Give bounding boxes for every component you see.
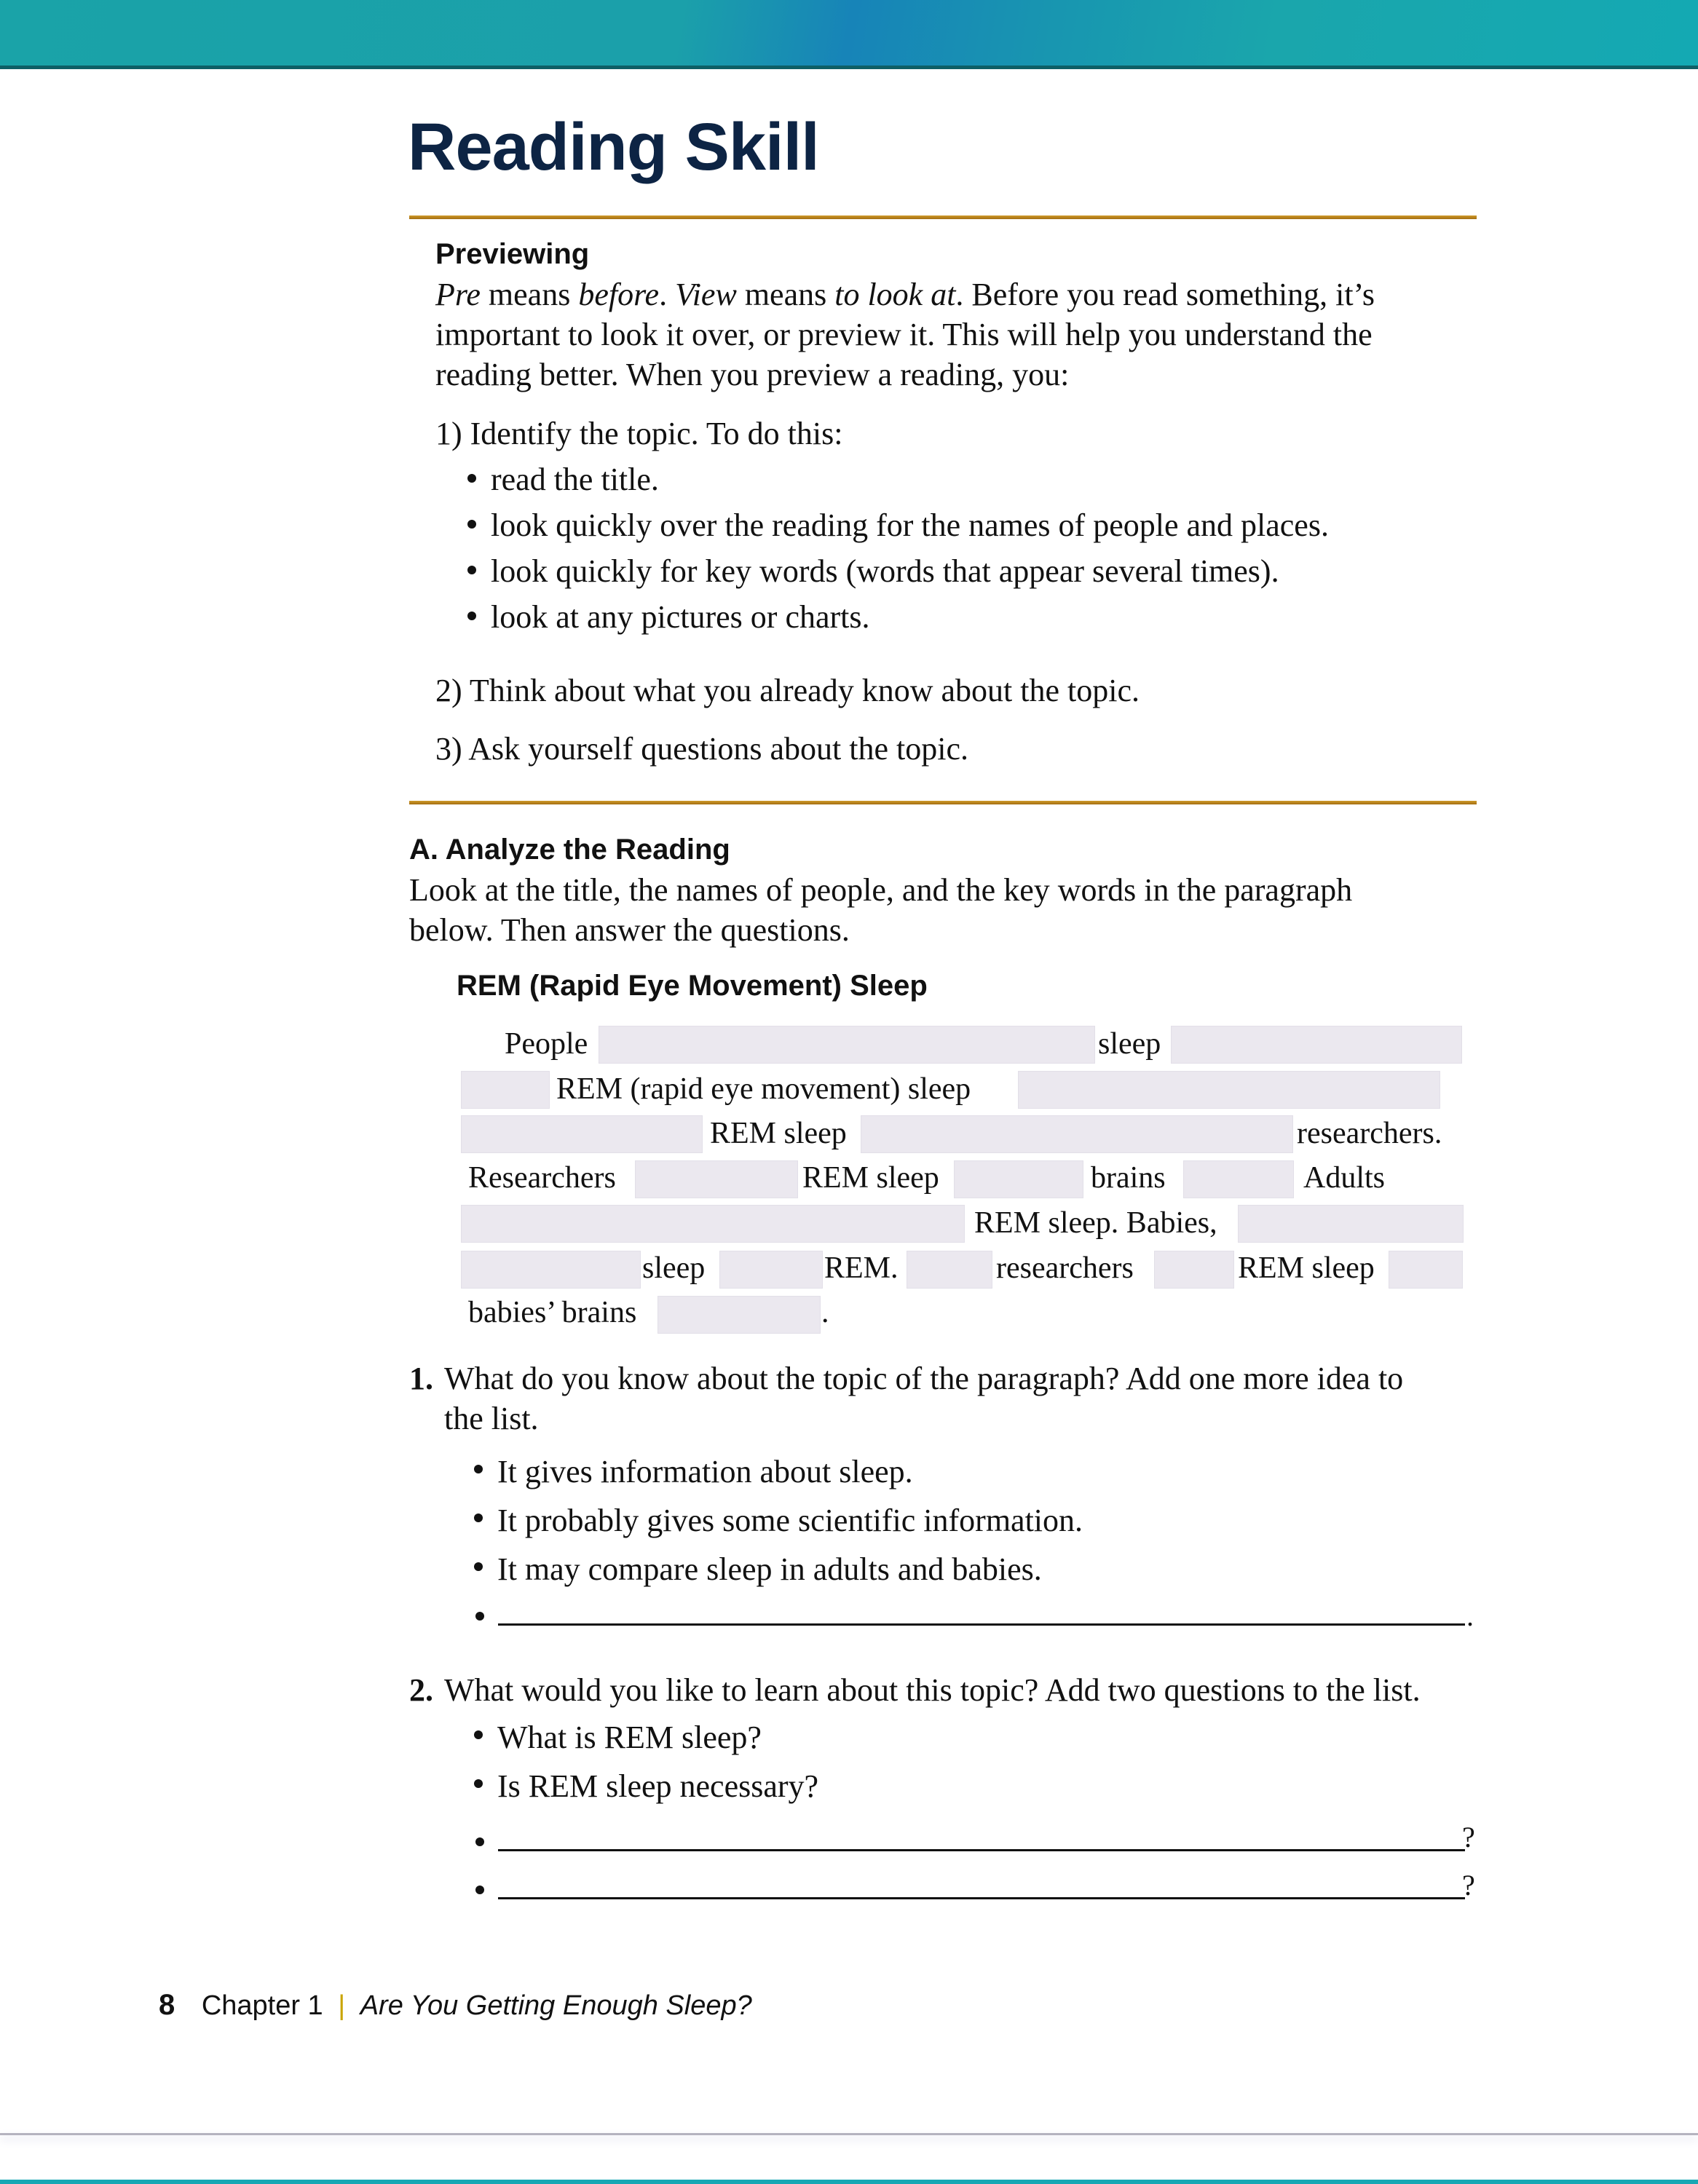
question-text: What do you know about the topic of the paragraph? Add one more idea to	[444, 1361, 1404, 1396]
para-word: People	[505, 1027, 588, 1061]
activity-heading: A. Analyze the Reading	[409, 834, 730, 866]
intro-text: means	[480, 277, 579, 312]
bottom-divider	[409, 801, 1477, 804]
intro-text: .	[659, 277, 676, 312]
page-footer	[159, 1989, 752, 2022]
question-number: 1.	[409, 1361, 433, 1396]
answer-end-punct: ?	[1462, 1869, 1475, 1902]
blank-box	[861, 1115, 1293, 1153]
intro-text: means	[736, 277, 835, 312]
para-word: REM (rapid eye movement) sleep	[556, 1072, 971, 1106]
bottom-band	[0, 2180, 1698, 2184]
step-1-bullets	[465, 456, 1469, 640]
bullet-item: It gives information about sleep.	[471, 1447, 1487, 1496]
question-2	[409, 1670, 1494, 1811]
blank-box	[1389, 1251, 1463, 1289]
para-word: REM sleep. Babies,	[974, 1206, 1217, 1240]
question-text: the list.	[444, 1401, 539, 1436]
bullet-dot	[475, 1837, 484, 1846]
header-band	[0, 0, 1698, 69]
chapter-label: Chapter 1	[201, 1990, 323, 2021]
para-word: babies’ brains	[468, 1296, 637, 1329]
answer-line-q1[interactable]	[498, 1623, 1465, 1626]
bullet-item: Is REM sleep necessary?	[471, 1762, 1494, 1811]
blank-box	[461, 1071, 550, 1109]
page-number: 8	[159, 1989, 175, 2021]
activity-instructions-1: Look at the title, the names of people, and the key words in the paragraph	[409, 872, 1353, 908]
page-edge	[0, 2133, 1698, 2135]
answer-line-q2a[interactable]	[498, 1849, 1465, 1851]
para-word: brains	[1091, 1161, 1166, 1195]
skill-intro-line2: important to look it over, or preview it. This will help you understand the	[435, 317, 1373, 352]
question-text: What would you like to learn about this topic? Add two questions to the list.	[444, 1672, 1421, 1708]
activity-a	[409, 830, 1487, 1006]
blank-box	[1018, 1071, 1440, 1109]
skill-intro-line3: reading better. When you preview a reading, you:	[435, 357, 1070, 392]
blank-box	[658, 1296, 821, 1334]
italic-term: View	[675, 277, 737, 312]
blank-box	[954, 1160, 1083, 1198]
blank-box	[1171, 1026, 1462, 1064]
para-word: sleep	[1098, 1027, 1161, 1061]
intro-text: . Before you read something, it’s	[955, 277, 1375, 312]
answer-line-q2b[interactable]	[498, 1897, 1465, 1899]
bullet-dot	[475, 1886, 484, 1894]
para-word: REM sleep	[710, 1117, 847, 1150]
bullet-item: look at any pictures or charts.	[465, 594, 1469, 640]
italic-term: to look at	[834, 277, 956, 312]
step-1: 1) Identify the topic. To do this:	[435, 416, 843, 451]
reading-title: REM (Rapid Eye Movement) Sleep	[457, 970, 928, 1002]
chapter-title: Are You Getting Enough Sleep?	[360, 1990, 752, 2021]
answer-end-punct: .	[1466, 1599, 1474, 1632]
bullet-item: read the title.	[465, 456, 1469, 502]
para-word: REM sleep	[802, 1161, 939, 1195]
bullet-item: look quickly over the reading for the names of people and places.	[465, 502, 1469, 548]
bullet-item: look quickly for key words (words that appear several times).	[465, 548, 1469, 594]
question-1-bullets	[471, 1447, 1487, 1594]
question-2-bullets	[471, 1713, 1494, 1811]
skill-box	[435, 234, 1469, 772]
blank-box	[461, 1205, 965, 1243]
question-number: 2.	[409, 1672, 433, 1708]
bullet-item: It probably gives some scientific information.	[471, 1496, 1487, 1545]
question-1	[409, 1358, 1487, 1594]
blank-box	[907, 1251, 992, 1289]
blank-box	[599, 1026, 1095, 1064]
para-word: researchers.	[1297, 1117, 1442, 1150]
top-divider	[409, 215, 1477, 219]
para-word: Adults	[1303, 1161, 1386, 1195]
para-word: sleep	[642, 1251, 706, 1285]
bullet-item: It may compare sleep in adults and babies.	[471, 1545, 1487, 1594]
para-word: REM.	[824, 1251, 899, 1285]
page-title: Reading Skill	[408, 110, 819, 184]
para-word: REM sleep	[1238, 1251, 1375, 1285]
blank-box	[461, 1115, 703, 1153]
footer-separator: |	[338, 1990, 346, 2021]
bullet-item: What is REM sleep?	[471, 1713, 1494, 1762]
step-2: 2) Think about what you already know about the topic.	[435, 673, 1140, 708]
italic-term: Pre	[435, 277, 481, 312]
blank-box	[719, 1251, 823, 1289]
answer-end-punct: ?	[1462, 1821, 1475, 1853]
blank-box	[1183, 1160, 1294, 1198]
skill-intro	[435, 274, 1469, 314]
step-3: 3) Ask yourself questions about the topic.	[435, 731, 969, 767]
blank-box	[1238, 1205, 1464, 1243]
blank-box	[461, 1251, 641, 1289]
para-word: Researchers	[468, 1161, 616, 1195]
skill-heading: Previewing	[435, 238, 590, 270]
bullet-dot	[475, 1612, 484, 1621]
para-word: .	[821, 1296, 829, 1329]
italic-term: before	[578, 277, 660, 312]
activity-instructions-2: below. Then answer the questions.	[409, 912, 850, 948]
blank-box	[1154, 1251, 1234, 1289]
blank-box	[635, 1160, 798, 1198]
para-word: researchers	[996, 1251, 1134, 1285]
